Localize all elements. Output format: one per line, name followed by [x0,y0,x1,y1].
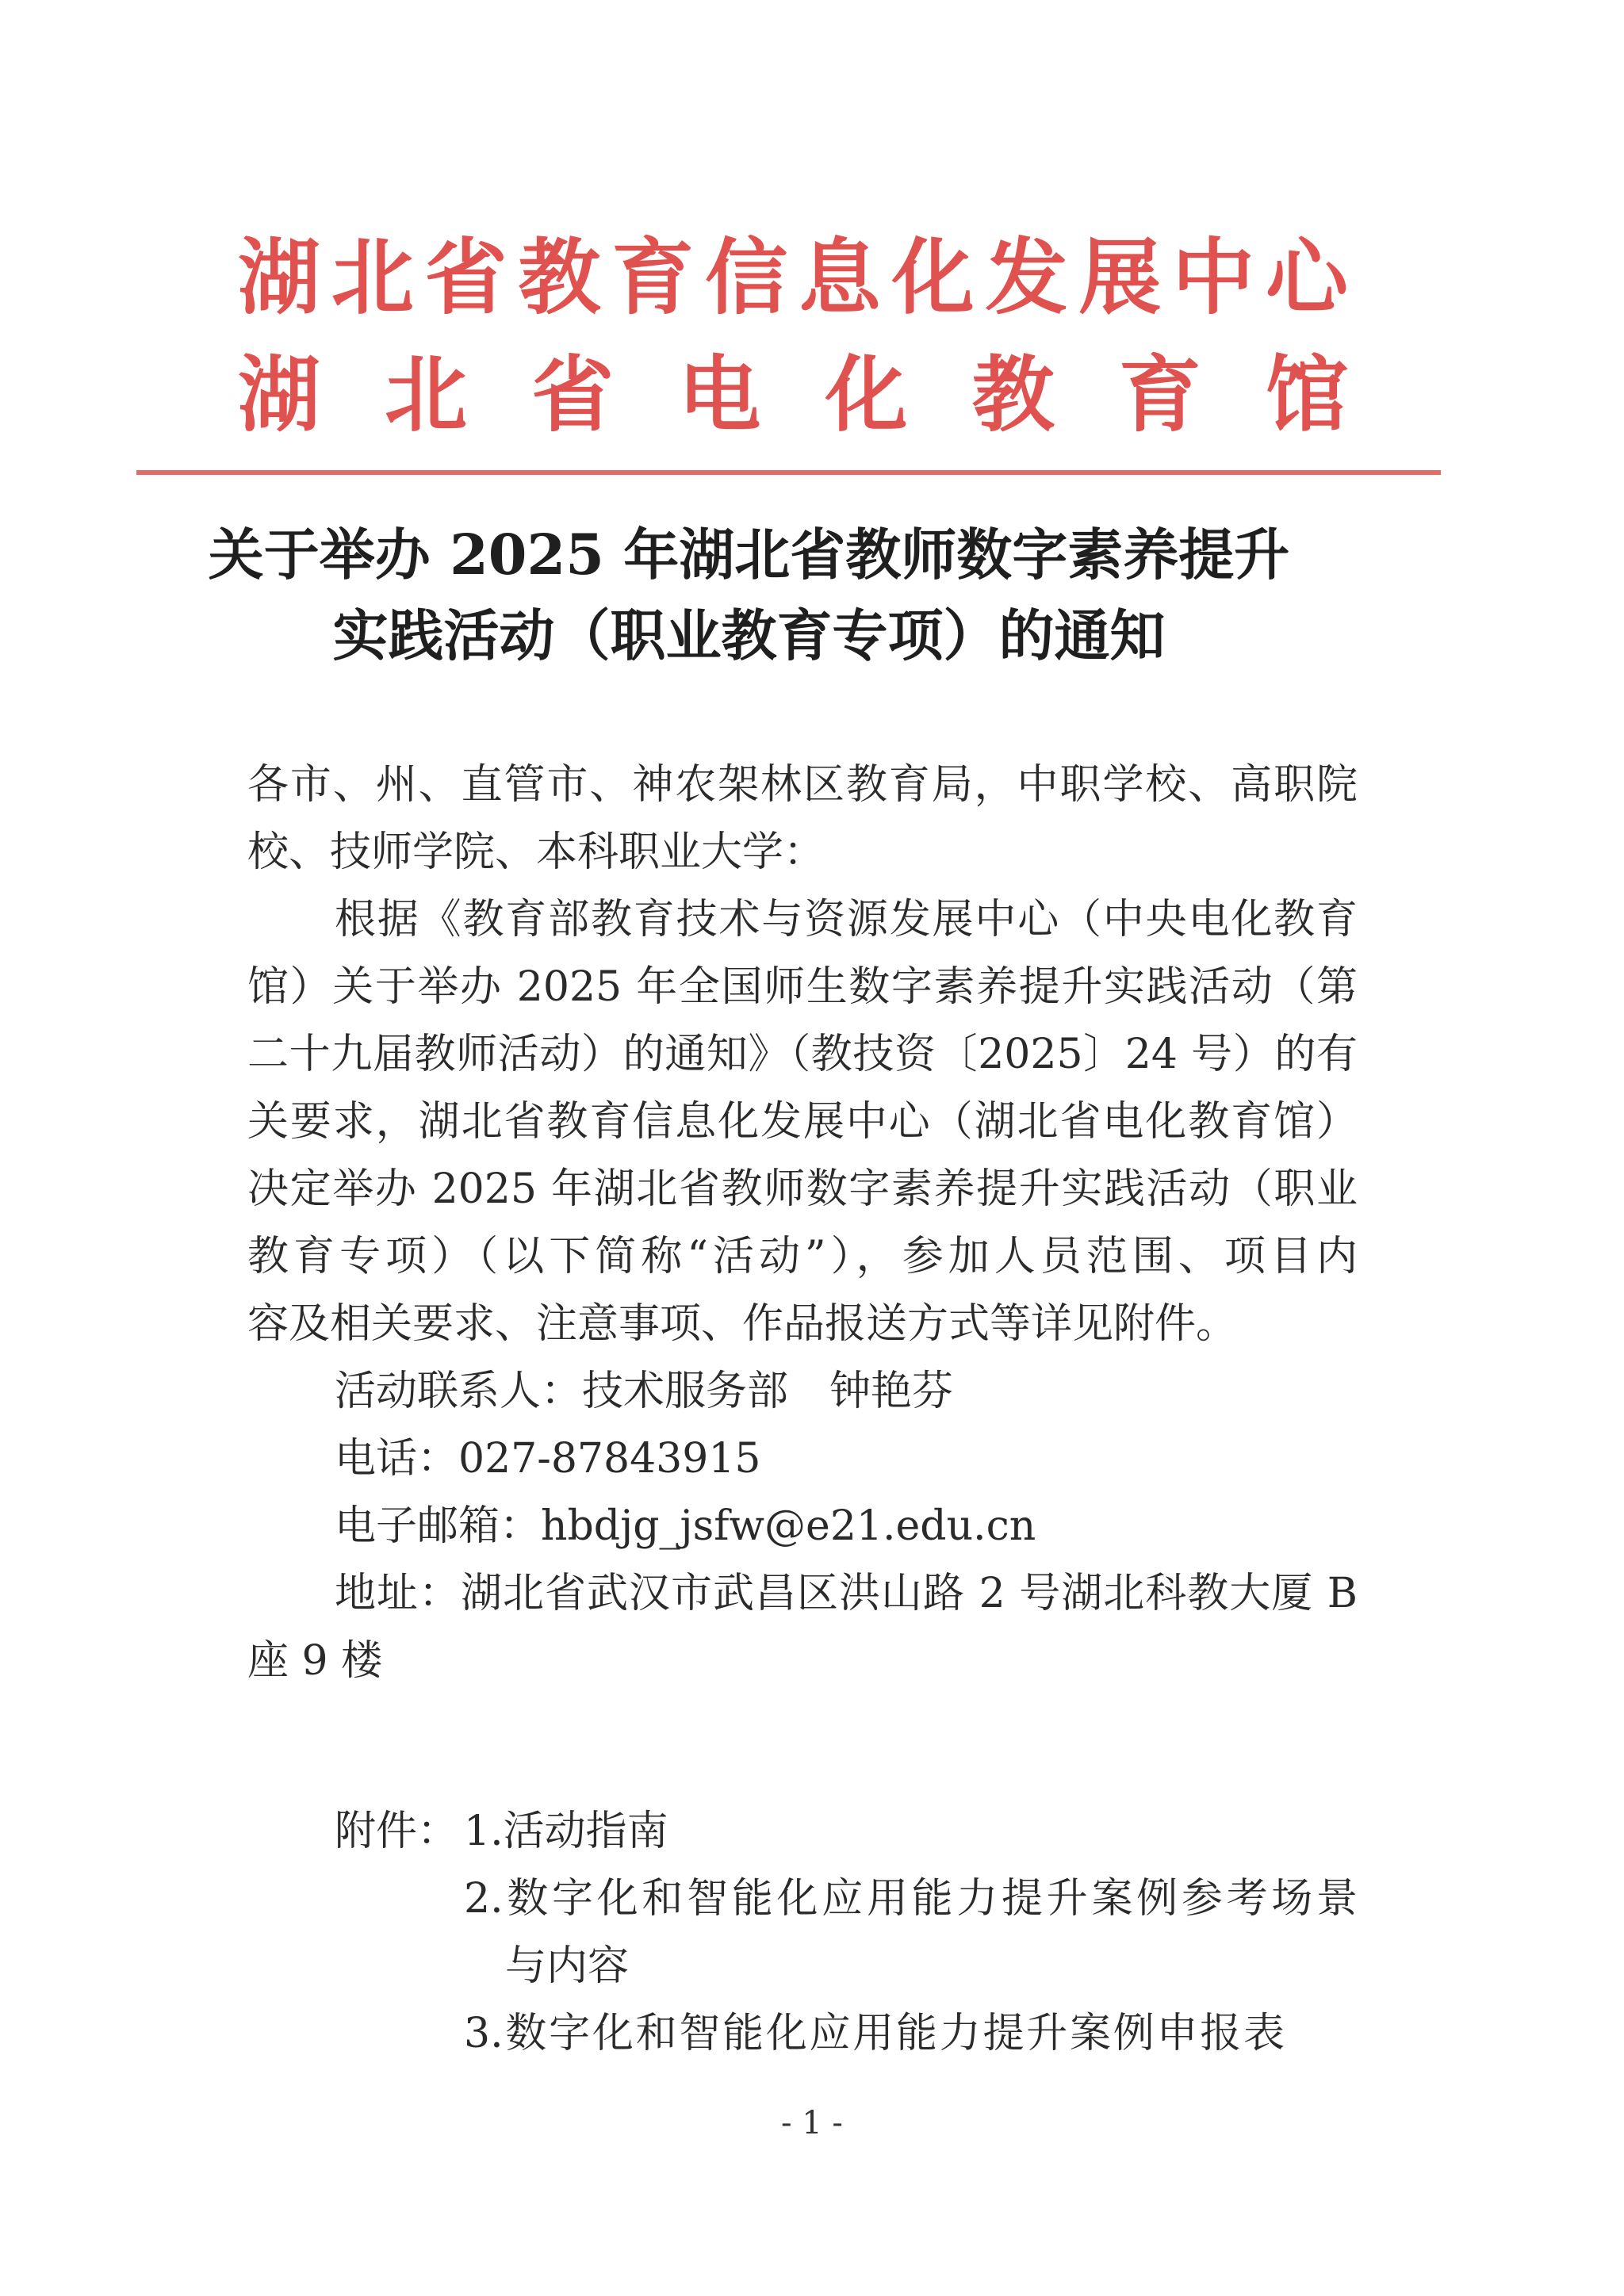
paragraph-line: 关要求，湖北省教育信息化发展中心（湖北省电化教育馆） [247,1098,1358,1146]
header-divider [136,470,1441,475]
paragraph-line: 容及相关要求、注意事项、作品报送方式等详见附件。 [247,1300,1238,1348]
issuer-name-line-1: 湖北省教育信息化发展中心 [238,228,1348,326]
page-number: - 1 - [781,2105,843,2141]
paragraph-line: 教育专项）（以下简称“活动”），参加人员范围、项目内 [247,1233,1358,1280]
attachment-item-2-continued: 与内容 [505,1942,630,1990]
contact-person: 活动联系人：技术服务部 钟艳芬 [335,1368,954,1415]
attachment-item-2: 2.数字化和智能化应用能力提升案例参考场景 [464,1875,1358,1923]
contact-email: 电子邮箱：hbdjg_jsfw@e21.edu.cn [335,1502,1036,1550]
paragraph-line: 根据《教育部教育技术与资源发展中心（中央电化教育 [335,896,1358,943]
attachments-label: 附件： [335,1808,459,1855]
paragraph-line: 决定举办 2025 年湖北省教师数字素养提升实践活动（职业 [247,1165,1358,1213]
paragraph-line: 馆）关于举办 2025 年全国师生数字素养提升实践活动（第 [247,963,1358,1011]
contact-phone: 电话：027-87843915 [335,1435,761,1483]
issuer-name-line-2: 湖北省电化教育馆 [238,346,1348,443]
paragraph-line: 二十九届教师活动）的通知》（教技资〔2025〕24 号）的有 [247,1031,1358,1078]
addressee-line-1: 各市、州、直管市、神农架林区教育局，中职学校、高职院 [247,761,1358,809]
document-title-line-2: 实践活动（职业教育专项）的通知 [332,603,1166,668]
attachment-item-1: 1.活动指南 [464,1808,668,1855]
addressee-line-2: 校、技师学院、本科职业大学： [247,828,825,876]
contact-address-line-1: 地址：湖北省武汉市武昌区洪山路 2 号湖北科教大厦 B [335,1570,1358,1617]
contact-address-line-2: 座 9 楼 [247,1637,383,1685]
document-title-line-1: 关于举办 2025 年湖北省教师数字素养提升 [208,522,1290,587]
attachment-item-3: 3.数字化和智能化应用能力提升案例申报表 [464,2010,1285,2057]
